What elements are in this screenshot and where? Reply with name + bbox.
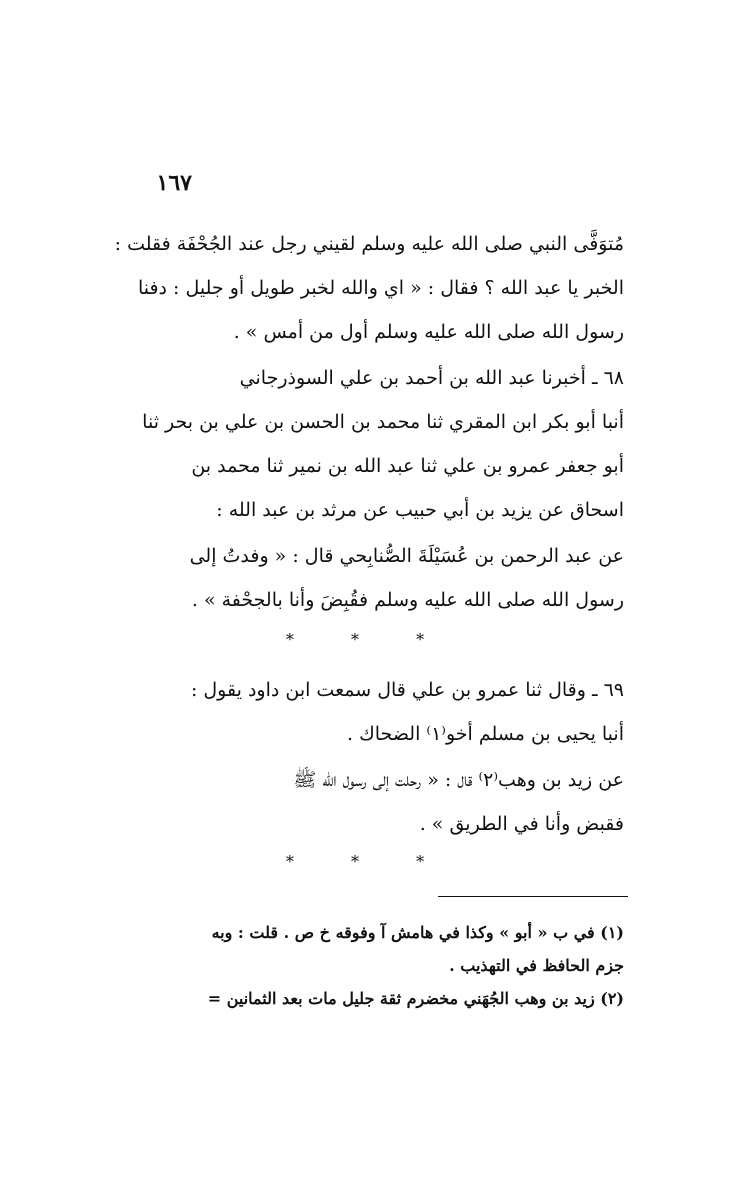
- text-line: أنبا يحيى بن مسلم أخو⁽١⁾ الضحاك .: [347, 723, 624, 745]
- footnotes: [112, 916, 624, 1015]
- paragraph-hadith-69-text: [112, 758, 624, 846]
- text-line: أبو جعفر عمرو بن علي ثنا عبد الله بن نمير ثنا محمد بن: [191, 455, 624, 477]
- text-line: أنبا أبو بكر ابن المقري ثنا محمد بن الحسن بن علي بن بحر ثنا: [142, 411, 624, 433]
- text-line: الخبر يا عبد الله ؟ فقال : « اي والله لخبر طويل أو جليل : دفنا: [137, 277, 624, 299]
- text-line: ٦٩ ـ وقال ثنا عمرو بن علي قال سمعت ابن داود يقول :: [190, 679, 624, 701]
- paragraph-hadith-69: [112, 668, 624, 756]
- text-line: ٦٨ ـ أخبرنا عبد الله بن أحمد بن علي السوذرجاني: [239, 367, 624, 389]
- footnote-line: (١) في ب « أبو » وكذا في هامش آ وفوقه خ ص . قلت : وبه: [211, 923, 624, 942]
- text-line: رسول الله صلى الله عليه وسلم أول من أمس » .: [233, 321, 624, 343]
- footnote-line: جزم الحافظ في التهذيب .: [449, 956, 624, 975]
- text-line: مُتوَفَّى النبي صلى الله عليه وسلم لقيني رجل عند الجُحْفَة فقلت :: [114, 233, 624, 255]
- text-line: رسول الله صلى الله عليه وسلم فقُبِضَ وأنا بالجحْفة » .: [191, 589, 624, 611]
- paragraph-hadith-68: [112, 356, 624, 532]
- paragraph-hadith-68-text: [112, 534, 624, 622]
- text-line: عن زيد بن وهب⁽٢⁾ قال : « رحلت إلى رسول الله ﷺ: [293, 769, 624, 791]
- footnote-line: (٢) زيد بن وهب الجُهَني مخضرم ثقة جليل مات بعد الثمانين =: [207, 989, 624, 1008]
- text-line: اسحاق عن يزيد بن أبي حبيب عن مرثد بن عبد الله :: [216, 499, 624, 521]
- paragraph-1: [112, 222, 624, 354]
- section-separator: * * *: [285, 630, 451, 649]
- section-separator: * * *: [285, 852, 451, 871]
- page-number: ١٦٧: [156, 170, 192, 196]
- footnote-divider: [438, 896, 628, 897]
- text-line: فقبض وأنا في الطريق » .: [419, 813, 624, 835]
- text-line: عن عبد الرحمن بن عُسَيْلَةَ الصُّنابِحي قال : « وفدتُ إلى: [189, 545, 624, 567]
